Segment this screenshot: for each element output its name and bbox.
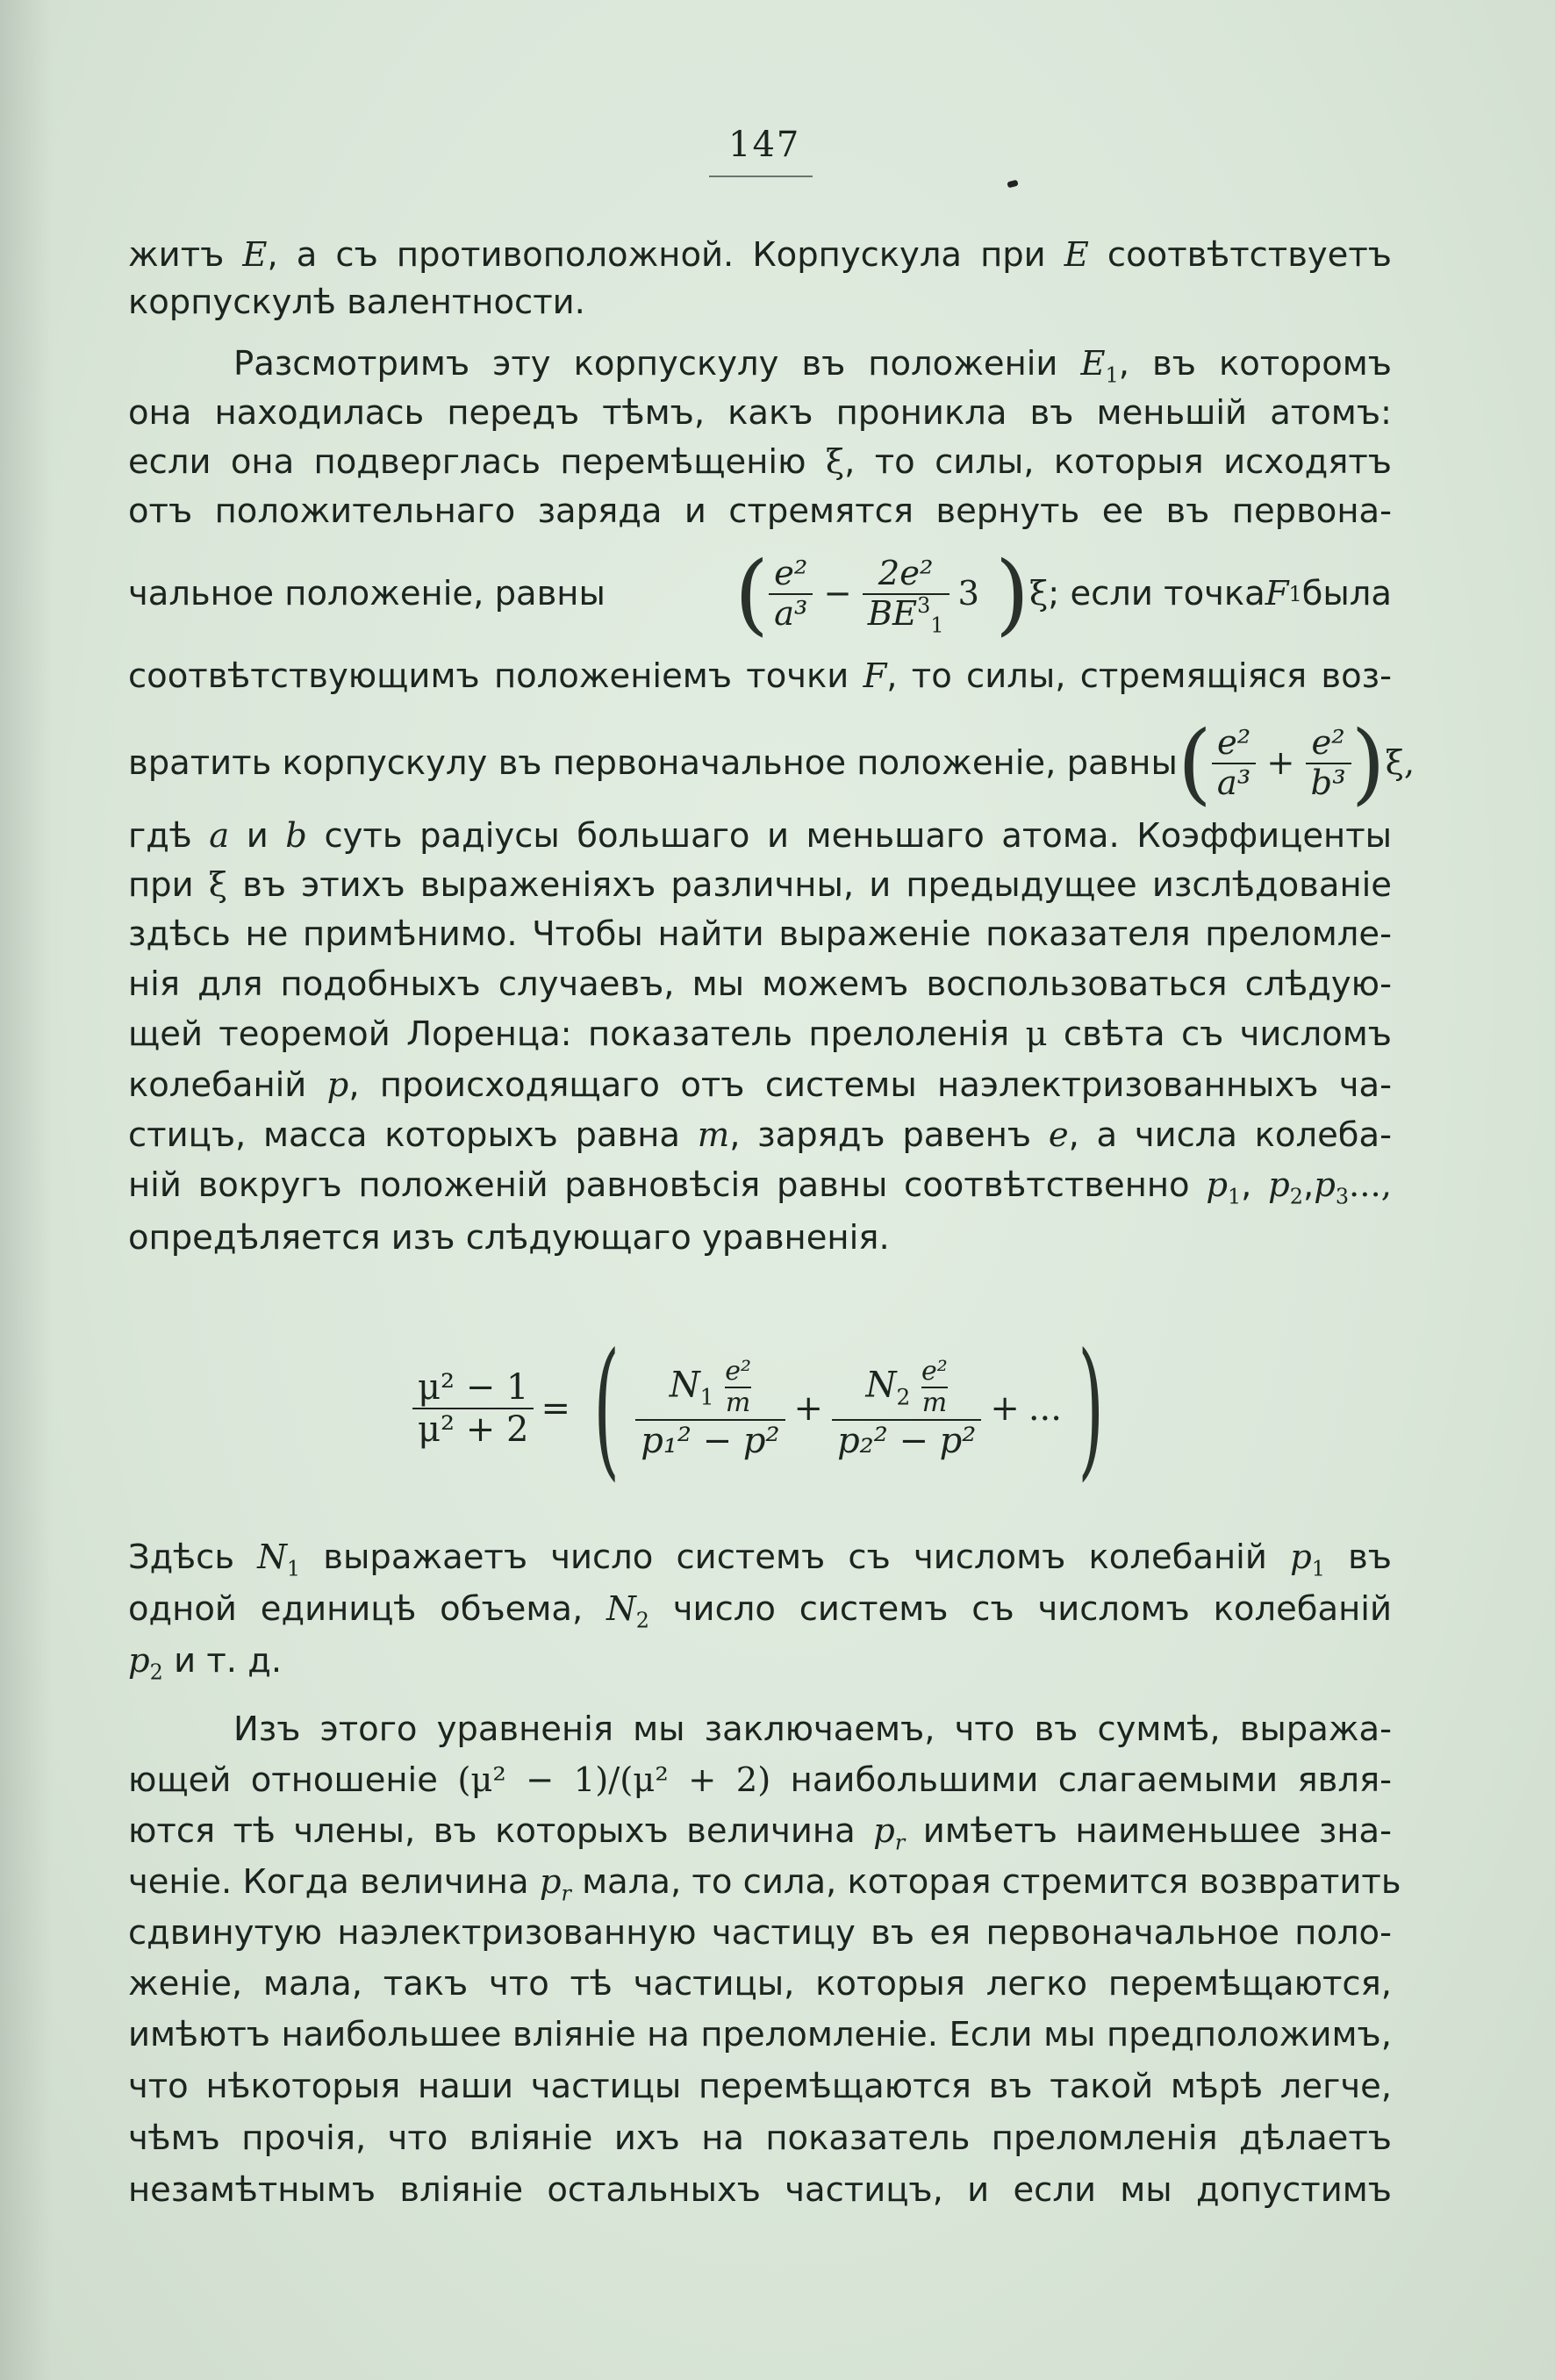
text-line: сдвинутую наэлектризованную частицу въ ея первоначальное поло- [128,1913,1392,1953]
page-number: 147 [728,125,801,165]
text-line: опредѣляется изъ слѣдующаго уравненія. [128,1218,890,1258]
equation-term-1: $N_1$ $\frac{\text{e²}}{m}$ p₁² − p² [635,1357,785,1461]
text-line: Здѣсь $N_1$ выражаетъ число системъ съ числомъ колебаній $p_1$ въ [128,1538,1392,1581]
text-line: $p_2$ и т. д. [128,1641,283,1685]
equation-term-2: $N_2$ $\frac{\text{e²}}{m}$ p₂² − p² [832,1357,981,1461]
text-line: отъ положительнаго заряда и стремятся вернуть ее въ первона- [128,491,1392,531]
fraction: $\frac{\text{e²}}{\text{a³}}$ [769,555,813,634]
text-line: житъ E, а съ противоположной. Корпускула при E соотвѣтствуетъ [128,235,1393,275]
binding-shadow [0,0,53,2380]
ink-mark [1007,180,1018,189]
text-line: Разсмотримъ эту корпускулу въ положеніи $E_1$, въ которомъ [233,344,1392,388]
text-line: щей теоремой Лоренца: показатель прелоленія μ свѣта съ числомъ [128,1014,1392,1054]
text-line-with-formula: чальное положеніе, равны ( $\frac{\text{e²}}{\text{a³}}$ − $\frac{\text{2e²}}{BE^3_1}$ 3 ) ξ ; если точка F 1 была [128,542,1392,645]
text-line: соотвѣтствующимъ положеніемъ точки F, то силы, стремящіяся воз- [128,656,1392,696]
fraction: $\frac{\text{e²}}{\text{b³}}$ [1306,724,1351,804]
text-line: стицъ, масса которыхъ равна m, зарядъ равенъ e, а числа колеба- [128,1115,1392,1155]
lorentz-equation: $\frac{\text{μ² − 1}}{\text{μ² + 2}}$ = ( $N_1$ $\frac{\text{e²}}{m}$ p₁² − p² + $N_2$ $\frac{\text{e²}}{m}$ p₂² − p² + ... ) [412,1325,1202,1492]
equation-lhs: $\frac{\text{μ² − 1}}{\text{μ² + 2}}$ [412,1367,534,1450]
text-line: одной единицѣ объема, $N_2$ число системъ съ числомъ колебаній [128,1589,1393,1633]
text-line: она находилась передъ тѣмъ, какъ проникла въ меньшій атомъ: [128,393,1392,433]
text-line: Изъ этого уравненія мы заключаемъ, что въ суммѣ, выража- [233,1710,1392,1749]
text-line: незамѣтнымъ вліяніе остальныхъ частицъ, и если мы допустимъ [128,2170,1392,2210]
text-line: женіе, мала, такъ что тѣ частицы, которыя легко перемѣщаются, [128,1964,1392,2004]
text-line: при ξ въ этихъ выраженіяхъ различны, и предыдущее изслѣдованіе [128,865,1392,905]
text-line: ются тѣ члены, въ которыхъ величина $p_r$ имѣетъ наименьшее зна- [128,1811,1392,1855]
force-formula-1: ( $\frac{\text{e²}}{\text{a³}}$ − $\frac{\text{2e²}}{BE^3_1}$ 3 ) ξ ; если точка F 1 была [735,542,1392,645]
text-line: имѣютъ наибольшее вліяніе на преломленіе. Если мы предположимъ, [128,2015,1392,2054]
text-line: колебаній p, происходящаго отъ системы наэлектризованныхъ ча- [128,1065,1392,1105]
text-line: если она подверглась перемѣщенію ξ, то силы, которыя исходятъ [128,442,1392,482]
text-line: чѣмъ прочія, что вліяніе ихъ на показатель преломленія дѣлаетъ [128,2118,1392,2158]
text-line: корпускулѣ валентности. [128,283,585,322]
text-line: нія для подобныхъ случаевъ, мы можемъ воспользоваться слѣдую- [128,964,1392,1004]
fraction: $\frac{\text{2e²}}{BE^3_1}$ [863,555,949,634]
text-line: что нѣкоторыя наши частицы перемѣщаются въ такой мѣрѣ легче, [128,2067,1392,2106]
page-number-rule [709,176,813,177]
text-line: ченіе. Когда величина $p_r$ мала, то сила, которая стремится возвратить [128,1862,1401,1906]
force-formula-2: ( $\frac{\text{e²}}{\text{a³}}$ + $\frac{\text{e²}}{\text{b³}}$ ) ξ, [1177,712,1415,814]
text-line: ній вокругъ положеній равновѣсія равны соотвѣтственно $p_1$, $p_2,p_3$..., [128,1165,1392,1209]
fraction: $\frac{\text{e²}}{\text{a³}}$ [1212,724,1256,804]
text-line: ющей отношеніе (μ² − 1)/(μ² + 2) наибольшими слагаемыми явля- [128,1760,1392,1800]
text-line-with-formula: вратить корпускулу въ первоначальное положеніе, равны ( $\frac{\text{e²}}{\text{a³}}$ + $\frac{\text{e²}}{\text{b³}}$ ) ξ, [128,712,1415,814]
text-line: здѣсь не примѣнимо. Чтобы найти выраженіе показателя преломле- [128,914,1392,954]
text-line: гдѣ a и b суть радіусы большаго и меньшаго атома. Коэффиценты [128,816,1393,856]
